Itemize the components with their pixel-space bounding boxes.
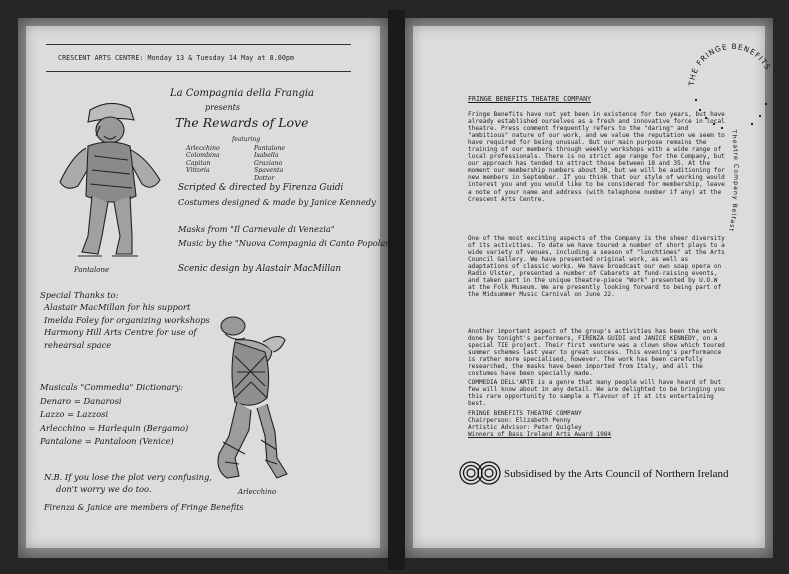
featuring-label: featuring (232, 136, 261, 143)
character-name: Capitan (186, 159, 211, 167)
character-name: Pantalone (254, 145, 286, 152)
credit-masks: Masks from "Il Carnevale di Venezia" (178, 224, 335, 234)
dictionary-item: Lazzo = Lazzosi (40, 409, 109, 419)
character-column-right (254, 145, 306, 182)
company-footer (468, 410, 728, 438)
nb-line: N.B. If you lose the plot very confusing, (44, 472, 213, 482)
dictionary-item: Pantalone = Pantaloon (Venice) (40, 436, 174, 446)
thanks-item: Harmony Hill Arts Centre for use of rehearsal space (44, 327, 197, 350)
special-thanks (40, 289, 215, 351)
pantalone-illustration (52, 96, 170, 264)
character-name: Dottor (254, 174, 275, 182)
credit-scenic: Scenic design by Alastair MacMillan (178, 264, 342, 274)
credit-music: Music by the "Nuova Compagnia di Canto Popolare" (178, 238, 398, 248)
arts-council-logo (458, 460, 502, 486)
credit-director: Scripted & directed by Firenza Guidi (178, 183, 344, 193)
dictionary-item: Denaro = Danarosi (40, 395, 122, 406)
character-name: Isabella (254, 152, 279, 160)
character-name: Vittoria (186, 167, 210, 175)
top-rule (46, 44, 351, 45)
caption-arlecchino: Arlecchino (238, 488, 277, 496)
venue-rule (46, 71, 351, 72)
show-title: The Rewards of Love (175, 115, 309, 130)
paragraph-activities: One of the most exciting aspects of the Company is the sheer diversity of its activities. To date we have toured a number of short plays to a wide variety of venues, including a season of "lunchtimes" at the Arts Council Gallery. We have presented original work, as well as adaptations of classic works. We have broadcast our own soap opera on Radio Ulster, presented a number of Cabarets at fund-raising events, and taken part in the unique theatre-piece "Work" presented by U.O.W at the Folk Museum. We are presently looking forward to being part of the Midsummer Music Carnival on June 22. (468, 235, 725, 299)
character-column-left (186, 145, 220, 175)
footer-line: Chairperson: Elizabeth Penny (468, 417, 571, 425)
members-note: Firenza & Janice are members of Fringe Benefits (44, 503, 244, 512)
dictionary-heading: Musicals "Commedia" Dictionary: (40, 382, 184, 392)
thanks-heading: Special Thanks to: (40, 290, 119, 300)
company-heading: FRINGE BENEFITS THEATRE COMPANY (468, 95, 592, 103)
character-name: Colombina (186, 152, 220, 160)
dictionary-item: Arlecchino = Harlequin (Bergamo) (40, 422, 189, 433)
subsidy-statement: Subsidised by the Arts Council of Northern Ireland (504, 468, 729, 480)
caption-pantalone: Pantalone (74, 266, 110, 274)
nb-line: don't worry we do too. (56, 483, 152, 494)
thanks-item: Imelda Foley for organizing workshops (44, 314, 210, 325)
venue-line: CRESCENT ARTS CENTRE: Monday 13 & Tuesday 14 May at 8.00pm (58, 54, 295, 62)
paragraph-commedia: COMMEDIA DELL'ARTE is a genre that many people will have heard of but few will know about in any detail. We are delighted to be bringing you this rare opportunity to sample a flavour of it at its entertaining best. (468, 379, 725, 408)
commedia-dictionary (40, 381, 215, 449)
footer-line: Artistic Advisor: Peter Quigley (468, 424, 582, 432)
footer-line: FRINGE BENEFITS THEATRE COMPANY (468, 410, 582, 417)
credit-costumes: Costumes designed & made by Janice Kennedy (178, 197, 376, 207)
company-name: La Compagnia della Frangia (170, 88, 315, 99)
character-name: Graziano Spaventa (254, 159, 284, 175)
character-name: Arlecchino (186, 145, 220, 152)
paragraph-intro: Fringe Benefits have not yet been in existence for two years, but have already established ourselves as a fresh and innovative force in local theatre. Press comment frequently refers to the "daring" and "ambitious" nature of our work, and we value the reputation we seem to have required for being unusual. But our main purpose remains the training of our members through weekly workshops with a wide range of local professionals. There is no strict age range for the Company, but our approach has tended to attract those between 18 and 35. At the moment our membership numbers about 30, but we will be auditioning for new members in September. If you think that our style of working would interest you and you would like to be considered for membership, leave a note of your name and address (with telephone number if any) at the Crescent Arts Centre. (468, 111, 725, 203)
thanks-item: Alastair MacMillan for his support (44, 302, 191, 313)
stamp-inner-text: Theatre Company Belfast (727, 129, 740, 233)
binder-spine (388, 10, 405, 570)
nb-note (44, 472, 214, 495)
presents-text: presents (205, 103, 240, 112)
stamp-outer-text: THE FRINGE BENEFITS (686, 41, 773, 87)
footer-line: Winners of Bass Ireland Arts Award 1984 (468, 431, 612, 439)
arlecchino-illustration (205, 312, 305, 487)
paragraph-performers: Another important aspect of the group's activities has been the work done by tonight's performers, FIRENZA GUIDI and JANICE KENNEDY, on a special TIE project. Their first venture was a clown show which toured summer schemes last year to great success. This evening's performance is rather more specialised, however. The work has been carefully researched, the masks have been imported from Italy, and all the costumes have been specially made. (468, 328, 725, 378)
